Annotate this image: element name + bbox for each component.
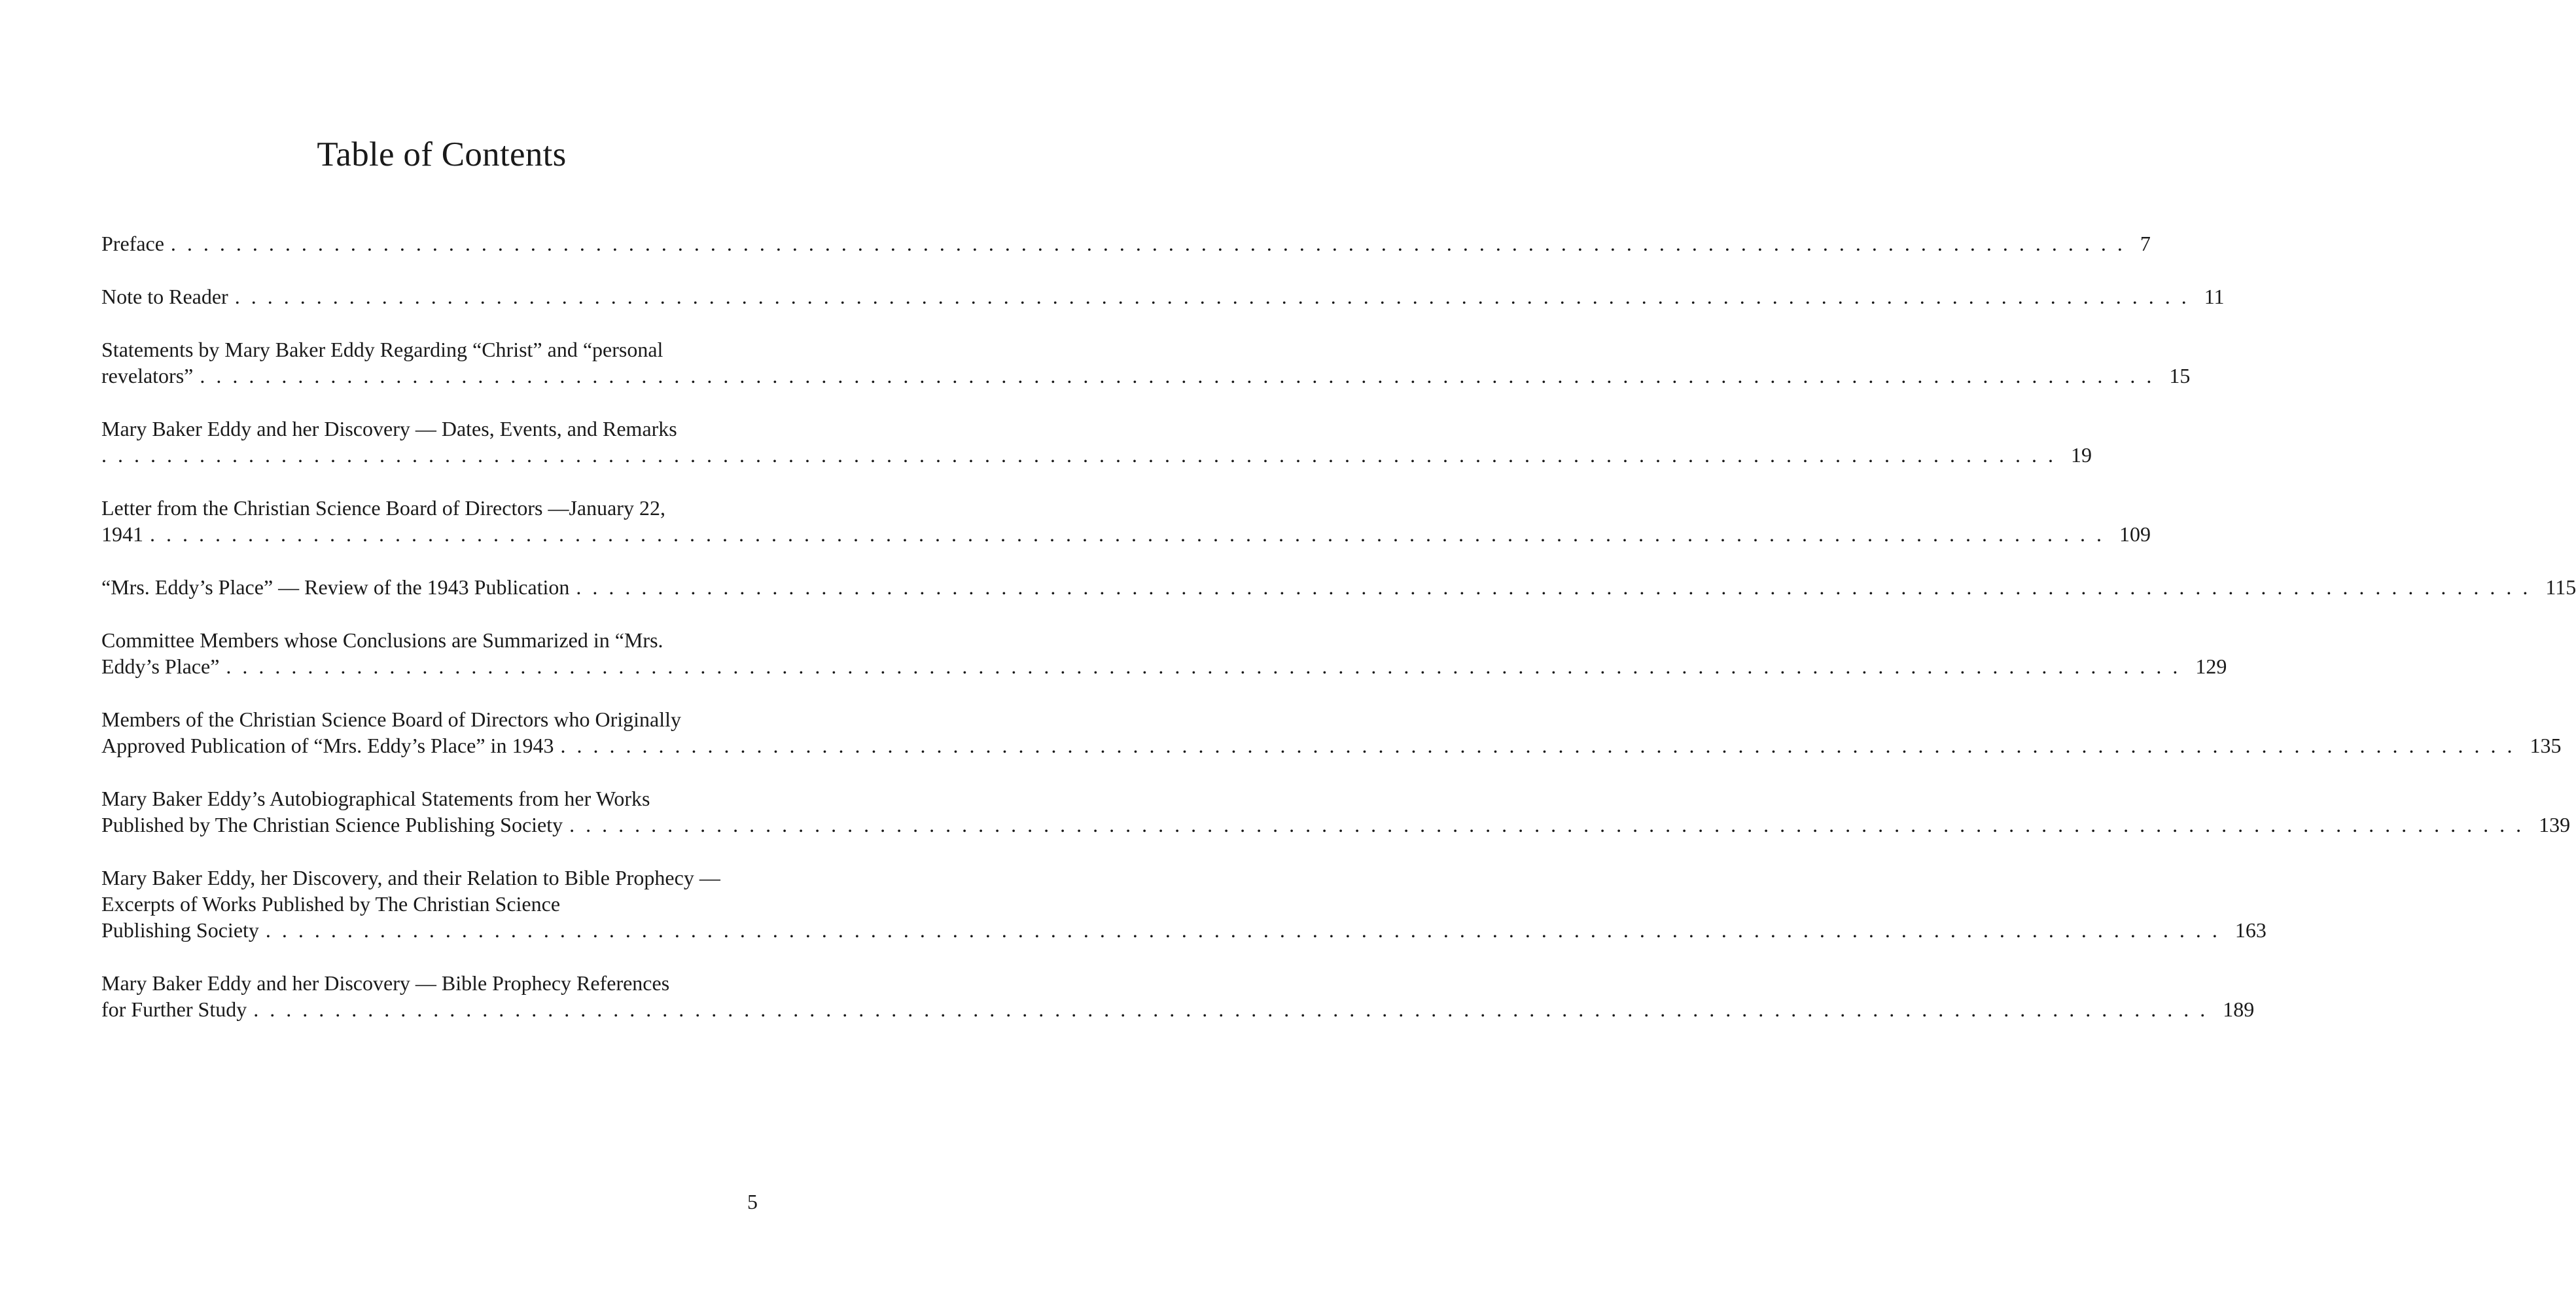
toc-entry-line bbox=[101, 363, 2191, 389]
toc-entry[interactable] bbox=[101, 627, 2227, 679]
dot-leader: ........................................................................................................................ bbox=[576, 575, 2539, 599]
toc-entry-title: Preface bbox=[101, 232, 164, 255]
toc-page-number: 129 bbox=[2195, 654, 2227, 678]
toc-entry-line bbox=[101, 653, 2227, 679]
toc-entry[interactable] bbox=[101, 865, 2267, 943]
toc-entry-line bbox=[101, 812, 2571, 838]
toc-page-number: 109 bbox=[2119, 522, 2151, 546]
toc-page-number: 19 bbox=[2071, 443, 2092, 467]
toc-entry-title-tail: Approved Publication of “Mrs. Eddy’s Place” in 1943 bbox=[101, 734, 554, 757]
toc-entry-line bbox=[101, 732, 2562, 759]
table-of-contents bbox=[101, 230, 2576, 1049]
toc-page-number: 189 bbox=[2223, 997, 2255, 1021]
dot-leader: ........................................................................................................................ bbox=[234, 285, 2198, 308]
dot-leader: ........................................................................................................................ bbox=[150, 522, 2113, 546]
toc-entry-title-tail: 1941 bbox=[101, 522, 143, 546]
dot-leader: ........................................................................................................................ bbox=[170, 232, 2134, 255]
toc-entry[interactable] bbox=[101, 706, 2562, 759]
toc-entry-title-tail: Published by The Christian Science Publishing Society bbox=[101, 813, 563, 836]
toc-entry-title: Note to Reader bbox=[101, 285, 228, 308]
dot-leader: ........................................................................................................................ bbox=[253, 997, 2217, 1021]
dot-leader: ........................................................................................................................ bbox=[265, 918, 2229, 942]
toc-page-number: 139 bbox=[2539, 813, 2571, 836]
toc-entry-title-lead: Mary Baker Eddy’s Autobiographical Statements from her Works bbox=[101, 787, 650, 810]
dot-leader: ........................................................................................................................ bbox=[200, 364, 2163, 387]
toc-page-number: 7 bbox=[2140, 232, 2151, 255]
toc-entry-line bbox=[101, 230, 2151, 257]
toc-entry-title-lead: Mary Baker Eddy and her Discovery — Dates, Events, and Remarks bbox=[101, 417, 677, 440]
toc-entry-line bbox=[101, 283, 2225, 310]
toc-entry[interactable] bbox=[101, 283, 2225, 310]
toc-entry[interactable] bbox=[101, 416, 2092, 468]
toc-page-number: 163 bbox=[2234, 918, 2267, 942]
toc-entry[interactable] bbox=[101, 230, 2151, 257]
toc-entry-title-lead: Mary Baker Eddy and her Discovery — Bible Prophecy References bbox=[101, 971, 670, 995]
toc-page-number: 11 bbox=[2204, 285, 2225, 308]
page-number-folio: 5 bbox=[747, 1190, 758, 1213]
page-title: Table of Contents bbox=[317, 135, 567, 173]
toc-entry[interactable] bbox=[101, 495, 2151, 547]
toc-entry[interactable] bbox=[101, 785, 2571, 838]
toc-entry[interactable] bbox=[101, 336, 2191, 389]
toc-page-number: 135 bbox=[2530, 734, 2562, 757]
toc-entry-title-tail: Publishing Society bbox=[101, 918, 259, 942]
dot-leader: ........................................................................................................................ bbox=[226, 654, 2189, 678]
toc-entry-line bbox=[101, 574, 2576, 600]
toc-entry-line bbox=[101, 521, 2151, 547]
toc-entry-title-tail: for Further Study bbox=[101, 997, 247, 1021]
toc-entry-title-lead: Members of the Christian Science Board of Directors who Originally bbox=[101, 708, 681, 731]
toc-entry-title: “Mrs. Eddy’s Place” — Review of the 1943 Publication bbox=[101, 575, 570, 599]
toc-entry-title-tail: revelators” bbox=[101, 364, 194, 387]
toc-entry[interactable] bbox=[101, 574, 2576, 600]
toc-page-number: 15 bbox=[2169, 364, 2191, 387]
toc-entry-title-lead: Statements by Mary Baker Eddy Regarding “Christ” and “personal bbox=[101, 338, 663, 361]
toc-entry[interactable] bbox=[101, 970, 2255, 1022]
dot-leader: ........................................................................................................................ bbox=[101, 443, 2064, 467]
toc-page-number: 115 bbox=[2545, 575, 2576, 599]
toc-entry-line bbox=[101, 917, 2267, 943]
toc-entry-title-lead: Committee Members whose Conclusions are Summarized in “Mrs. bbox=[101, 628, 663, 652]
toc-entry-line bbox=[101, 442, 2092, 468]
toc-entry-line bbox=[101, 996, 2255, 1022]
toc-entry-title-tail: Eddy’s Place” bbox=[101, 654, 220, 678]
dot-leader: ........................................................................................................................ bbox=[560, 734, 2524, 757]
toc-entry-title-lead: Letter from the Christian Science Board of Directors —January 22, bbox=[101, 496, 665, 520]
toc-entry-title-lead: Mary Baker Eddy, her Discovery, and their Relation to Bible Prophecy — Excerpts of Works Published by The Christian Science bbox=[101, 866, 720, 916]
dot-leader: ........................................................................................................................ bbox=[569, 813, 2533, 836]
